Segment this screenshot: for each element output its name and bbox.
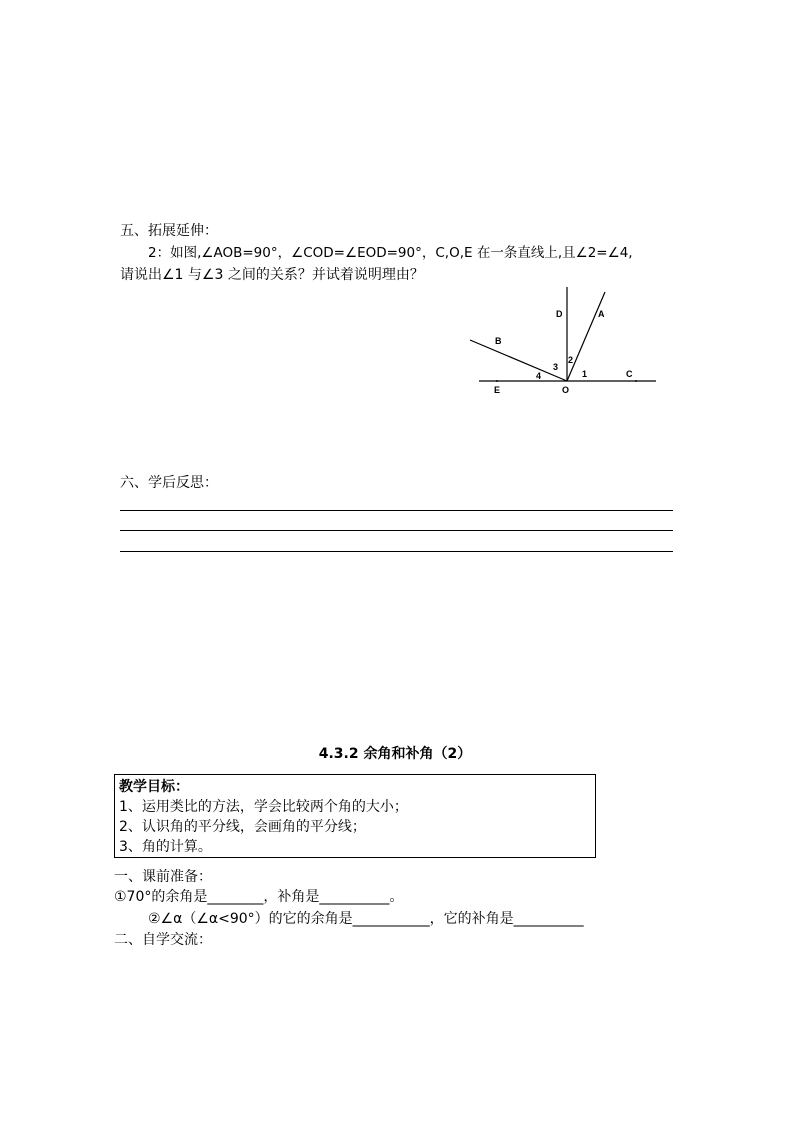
self-study-heading: 二、自学交流： — [114, 932, 212, 948]
reflection-line-3 — [120, 551, 673, 552]
objective-item: 3、角的计算。 — [119, 839, 212, 855]
prep-question-2: ②∠α（∠α<90°）的它的余角是___________，它的补角是__________ — [148, 911, 584, 927]
problem-line1: 2：如图,∠AOB=90°，∠COD=∠EOD=90°，C,O,E 在一条直线上,且∠2=∠4, — [148, 245, 633, 261]
ray-oa — [567, 292, 605, 381]
label-d: D — [556, 309, 563, 319]
reflection-line-1 — [120, 510, 673, 511]
point-e — [496, 380, 498, 382]
section5-heading: 五、拓展延伸： — [120, 223, 218, 239]
label-angle3: 3 — [553, 362, 559, 372]
objective-item: 2、认识角的平分线，会画角的平分线； — [119, 819, 366, 835]
label-angle2: 2 — [568, 355, 574, 365]
point-c — [635, 380, 637, 382]
prep-heading: 一、课前准备： — [114, 869, 212, 885]
label-o: O — [562, 385, 570, 395]
label-angle1: 1 — [582, 369, 588, 379]
reflection-line-2 — [120, 530, 673, 531]
objective-item: 1、运用类比的方法，学会比较两个角的大小； — [119, 799, 408, 815]
objectives-box — [114, 774, 596, 858]
label-c: C — [626, 369, 633, 379]
label-b: B — [495, 336, 502, 346]
ray-ob — [470, 340, 567, 381]
problem-line2: 请说出∠1 与∠3 之间的关系？并试着说明理由？ — [120, 267, 424, 283]
label-e: E — [494, 385, 501, 395]
lesson-title: 4.3.2 余角和补角（2） — [318, 746, 472, 762]
section6-heading: 六、学后反思： — [120, 475, 218, 491]
label-angle4: 4 — [536, 371, 542, 381]
label-a: A — [598, 309, 605, 319]
objectives-heading: 教学目标： — [119, 779, 189, 795]
prep-question-1: ①70°的余角是________，补角是__________。 — [114, 889, 404, 905]
